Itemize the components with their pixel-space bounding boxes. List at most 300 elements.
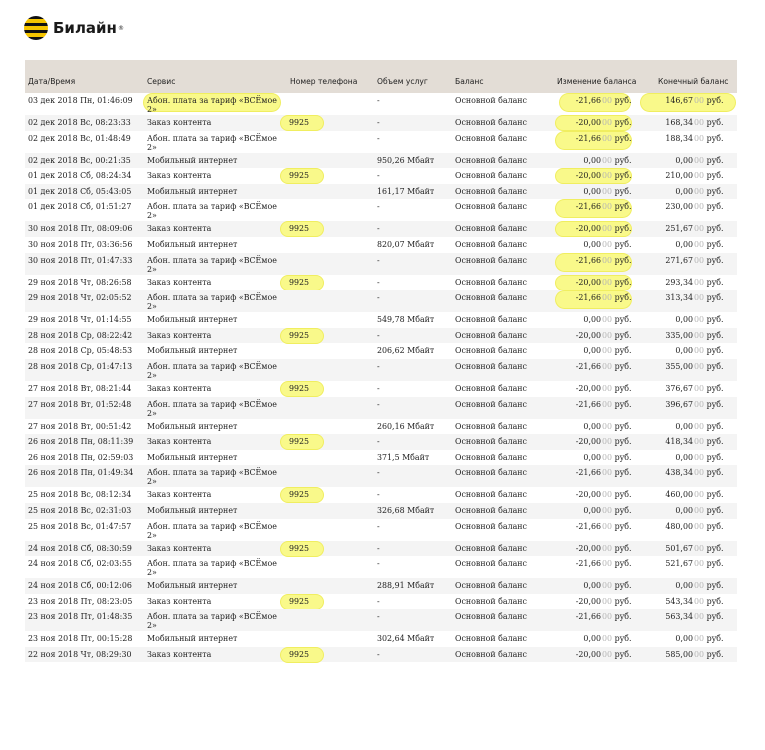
row-volume: - — [377, 96, 380, 105]
row-date: 26 ноя 2018 Пн, 01:49:34 — [28, 468, 134, 478]
table-row[interactable] — [25, 221, 737, 237]
currency-dim: 00 — [694, 96, 707, 105]
currency-label: руб. — [706, 186, 724, 196]
currency-label: руб. — [614, 559, 632, 569]
col-balance[interactable]: Баланс — [455, 77, 484, 86]
row-final-currency — [694, 315, 724, 324]
row-final: 563,34 — [665, 612, 693, 622]
currency-label: руб. — [614, 490, 632, 500]
row-final: 0,00 — [675, 505, 693, 515]
row-final-currency — [694, 134, 724, 143]
currency-label: руб. — [614, 437, 632, 447]
row-balance: Основной баланс — [455, 612, 527, 622]
row-balance: Основной баланс — [455, 437, 527, 447]
table-row[interactable] — [25, 93, 737, 115]
row-change: 0,00 — [583, 421, 601, 431]
row-service: Заказ контента — [147, 543, 212, 553]
table-row[interactable] — [25, 397, 737, 419]
currency-label: руб. — [706, 596, 724, 606]
table-row[interactable] — [25, 343, 737, 359]
currency-dim: 00 — [602, 171, 615, 181]
row-phone: 9925 — [289, 118, 310, 127]
currency-label: руб. — [706, 255, 724, 265]
row-volume: - — [377, 612, 380, 622]
col-final[interactable]: Конечный баланс — [658, 77, 729, 86]
row-final-currency — [694, 650, 724, 659]
row-date: 25 ноя 2018 Вс, 02:31:03 — [28, 505, 132, 515]
table-row[interactable] — [25, 153, 737, 169]
table-row[interactable] — [25, 312, 737, 328]
currency-label: руб. — [706, 399, 724, 409]
row-change: 0,00 — [583, 505, 601, 515]
row-volume: 549,78 Мбайт — [377, 315, 435, 325]
currency-label: руб. — [706, 96, 724, 105]
row-service: Мобильный интернет — [147, 186, 238, 196]
row-change: -21,66 — [575, 202, 601, 212]
brand-name: Билайн — [53, 19, 117, 37]
row-change-currency — [602, 522, 632, 531]
row-balance: Основной баланс — [455, 543, 527, 553]
row-volume: - — [377, 649, 380, 659]
row-service: Заказ контента — [147, 649, 212, 659]
currency-dim: 00 — [602, 421, 615, 431]
currency-dim: 00 — [602, 437, 615, 447]
row-change: -21,66 — [575, 612, 601, 622]
currency-dim: 00 — [694, 118, 707, 127]
row-balance: Основной баланс — [455, 186, 527, 196]
row-balance: Основной баланс — [455, 155, 527, 165]
row-final: 0,00 — [675, 155, 693, 165]
row-change: -20,00 — [575, 118, 601, 127]
row-change: -20,00 — [575, 543, 601, 553]
table-row[interactable] — [25, 519, 737, 541]
currency-dim: 00 — [602, 133, 615, 143]
table-row[interactable] — [25, 381, 737, 397]
row-final: 0,00 — [675, 634, 693, 644]
currency-dim: 00 — [602, 559, 615, 569]
row-change-currency — [602, 490, 632, 499]
row-final-currency — [694, 581, 724, 590]
currency-label: руб. — [706, 468, 724, 478]
currency-label: руб. — [614, 505, 632, 515]
table-row[interactable] — [25, 594, 737, 610]
row-change: -20,00 — [575, 330, 601, 340]
currency-label: руб. — [706, 239, 724, 249]
currency-label: руб. — [706, 315, 724, 325]
currency-dim: 00 — [602, 330, 615, 340]
row-date: 22 ноя 2018 Чт, 08:29:30 — [28, 649, 132, 659]
row-change-currency — [602, 134, 632, 143]
row-date: 23 ноя 2018 Пт, 08:23:05 — [28, 596, 133, 606]
row-service: Заказ контента — [147, 118, 212, 127]
row-volume: - — [377, 437, 380, 447]
row-balance: Основной баланс — [455, 521, 527, 531]
row-final: 396,67 — [665, 399, 693, 409]
row-balance: Основной баланс — [455, 559, 527, 569]
row-date: 24 ноя 2018 Сб, 08:30:59 — [28, 543, 132, 553]
row-phone: 9925 — [289, 490, 310, 500]
row-service: Заказ контента — [147, 383, 212, 393]
currency-dim: 00 — [694, 399, 707, 409]
row-service: Мобильный интернет — [147, 315, 238, 325]
row-change-currency — [602, 278, 632, 287]
table-row[interactable] — [25, 275, 737, 291]
row-final: 230,00 — [665, 202, 693, 212]
row-balance: Основной баланс — [455, 255, 527, 265]
row-service: Мобильный интернет — [147, 346, 238, 356]
currency-dim: 00 — [602, 255, 615, 265]
row-final-currency — [694, 346, 724, 355]
row-final-currency — [694, 597, 724, 606]
row-final-currency — [694, 522, 724, 531]
row-balance: Основной баланс — [455, 452, 527, 462]
row-balance: Основной баланс — [455, 383, 527, 393]
currency-label: руб. — [614, 649, 632, 659]
row-date: 26 ноя 2018 Пн, 02:59:03 — [28, 452, 134, 462]
currency-label: руб. — [706, 361, 724, 371]
row-volume: - — [377, 277, 380, 287]
currency-label: руб. — [614, 421, 632, 431]
row-final: 418,34 — [665, 437, 693, 447]
row-service: Мобильный интернет — [147, 155, 238, 165]
table-row[interactable] — [25, 450, 737, 466]
row-change-currency — [602, 384, 632, 393]
row-service: Абон. плата за тариф «ВСЁмое 2» — [147, 612, 277, 631]
row-volume: 260,16 Мбайт — [377, 421, 435, 431]
table-row[interactable] — [25, 434, 737, 450]
currency-label: руб. — [614, 202, 632, 212]
currency-label: руб. — [706, 490, 724, 500]
row-volume: - — [377, 224, 380, 234]
row-volume: - — [377, 559, 380, 569]
row-date: 23 ноя 2018 Пт, 00:15:28 — [28, 634, 133, 644]
row-service: Заказ контента — [147, 490, 212, 500]
row-change: -20,00 — [575, 490, 601, 500]
row-change: -21,66 — [575, 361, 601, 371]
currency-dim: 00 — [602, 277, 615, 287]
currency-label: руб. — [614, 255, 632, 265]
row-phone: 9925 — [289, 330, 310, 340]
col-phone[interactable]: Номер телефона — [290, 77, 358, 86]
currency-label: руб. — [614, 399, 632, 409]
row-change: 0,00 — [583, 239, 601, 249]
row-date: 30 ноя 2018 Пт, 01:47:33 — [28, 255, 133, 265]
row-change-currency — [602, 400, 632, 409]
row-service: Абон. плата за тариф «ВСЁмое 2» — [147, 559, 277, 578]
currency-dim: 00 — [694, 346, 707, 356]
row-service: Мобильный интернет — [147, 239, 238, 249]
row-volume: 950,26 Мбайт — [377, 155, 435, 165]
row-date: 03 дек 2018 Пн, 01:46:09 — [28, 96, 133, 105]
row-balance: Основной баланс — [455, 277, 527, 287]
row-service: Абон. плата за тариф «ВСЁмое 2» — [147, 521, 277, 540]
row-change: 0,00 — [583, 315, 601, 325]
table-row[interactable] — [25, 487, 737, 503]
row-service: Абон. плата за тариф «ВСЁмое 2» — [147, 468, 277, 487]
row-volume: - — [377, 543, 380, 553]
row-change: -20,00 — [575, 277, 601, 287]
currency-dim: 00 — [694, 202, 707, 212]
row-final: 543,34 — [665, 596, 693, 606]
row-balance: Основной баланс — [455, 202, 527, 212]
currency-dim: 00 — [602, 293, 615, 303]
row-final: 335,00 — [665, 330, 693, 340]
currency-label: руб. — [706, 452, 724, 462]
currency-dim: 00 — [694, 277, 707, 287]
row-final: 188,34 — [665, 133, 693, 143]
table-row[interactable] — [25, 631, 737, 647]
currency-label: руб. — [614, 155, 632, 165]
row-service: Мобильный интернет — [147, 452, 238, 462]
currency-label: руб. — [706, 612, 724, 622]
row-final: 0,00 — [675, 452, 693, 462]
currency-dim: 00 — [602, 383, 615, 393]
row-volume: - — [377, 399, 380, 409]
currency-dim: 00 — [694, 133, 707, 143]
table-row[interactable] — [25, 237, 737, 253]
table-body — [25, 93, 737, 662]
row-balance: Основной баланс — [455, 581, 527, 591]
row-final-currency — [694, 384, 724, 393]
row-final-currency — [694, 400, 724, 409]
row-service: Абон. плата за тариф «ВСЁмое 2» — [147, 255, 277, 274]
currency-dim: 00 — [602, 202, 615, 212]
table-row[interactable] — [25, 419, 737, 435]
table-row[interactable] — [25, 465, 737, 487]
currency-dim: 00 — [694, 490, 707, 500]
row-final-currency — [694, 612, 724, 621]
currency-dim: 00 — [694, 505, 707, 515]
row-date: 29 ноя 2018 Чт, 02:05:52 — [28, 293, 132, 303]
row-change: 0,00 — [583, 186, 601, 196]
row-service: Заказ контента — [147, 330, 212, 340]
currency-dim: 00 — [694, 224, 707, 234]
table-row[interactable] — [25, 115, 737, 131]
currency-label: руб. — [614, 543, 632, 553]
row-final: 521,67 — [665, 559, 693, 569]
row-service: Заказ контента — [147, 596, 212, 606]
row-change: 0,00 — [583, 452, 601, 462]
row-phone: 9925 — [289, 383, 310, 393]
row-date: 29 ноя 2018 Чт, 01:14:55 — [28, 315, 132, 325]
row-date: 30 ноя 2018 Пт, 03:36:56 — [28, 239, 133, 249]
row-final-currency — [694, 171, 724, 180]
currency-label: руб. — [706, 543, 724, 553]
row-change: -21,66 — [575, 559, 601, 569]
beeline-logo — [24, 14, 124, 42]
row-service: Абон. плата за тариф «ВСЁмое 2» — [147, 399, 277, 418]
currency-label: руб. — [706, 521, 724, 531]
row-volume: - — [377, 118, 380, 127]
table-header — [25, 60, 737, 93]
row-service: Заказ контента — [147, 437, 212, 447]
currency-label: руб. — [706, 634, 724, 644]
row-volume: 820,07 Мбайт — [377, 239, 435, 249]
row-volume: - — [377, 202, 380, 212]
row-change-currency — [602, 256, 632, 265]
row-final-currency — [694, 490, 724, 499]
row-final-currency — [694, 118, 724, 127]
row-volume: - — [377, 255, 380, 265]
row-date: 29 ноя 2018 Чт, 08:26:58 — [28, 277, 132, 287]
row-change-currency — [602, 240, 632, 249]
currency-dim: 00 — [602, 224, 615, 234]
row-change-currency — [602, 597, 632, 606]
row-final: 376,67 — [665, 383, 693, 393]
currency-label: руб. — [614, 581, 632, 591]
currency-label: руб. — [614, 133, 632, 143]
row-service: Мобильный интернет — [147, 505, 238, 515]
row-volume: 371,5 Мбайт — [377, 452, 430, 462]
row-final: 0,00 — [675, 581, 693, 591]
row-change: 0,00 — [583, 581, 601, 591]
row-change-currency — [602, 202, 632, 211]
row-change: -21,66 — [575, 521, 601, 531]
currency-dim: 00 — [602, 399, 615, 409]
currency-label: руб. — [614, 118, 632, 127]
row-volume: - — [377, 383, 380, 393]
row-change-currency — [602, 96, 632, 105]
table-row[interactable] — [25, 541, 737, 557]
currency-label: руб. — [706, 293, 724, 303]
currency-label: руб. — [706, 224, 724, 234]
row-volume: 288,91 Мбайт — [377, 581, 435, 591]
row-change-currency — [602, 315, 632, 324]
row-change-currency — [602, 293, 632, 302]
table-row[interactable] — [25, 199, 737, 221]
currency-label: руб. — [614, 361, 632, 371]
table-row[interactable] — [25, 609, 737, 631]
currency-label: руб. — [614, 315, 632, 325]
row-change-currency — [602, 650, 632, 659]
row-final: 271,67 — [665, 255, 693, 265]
currency-dim: 00 — [602, 346, 615, 356]
currency-dim: 00 — [602, 521, 615, 531]
table-row[interactable] — [25, 556, 737, 578]
row-change: 0,00 — [583, 634, 601, 644]
row-balance: Основной баланс — [455, 118, 527, 127]
table-row[interactable] — [25, 359, 737, 381]
row-phone: 9925 — [289, 171, 310, 181]
row-date: 30 ноя 2018 Пт, 08:09:06 — [28, 224, 133, 234]
row-balance: Основной баланс — [455, 293, 527, 303]
row-change-currency — [602, 612, 632, 621]
row-date: 01 дек 2018 Сб, 08:24:34 — [28, 171, 132, 181]
row-final-currency — [694, 224, 724, 233]
table-row[interactable] — [25, 578, 737, 594]
table-row[interactable] — [25, 168, 737, 184]
row-volume: - — [377, 133, 380, 143]
table-row[interactable] — [25, 503, 737, 519]
row-volume: 161,17 Мбайт — [377, 186, 435, 196]
row-final: 355,00 — [665, 361, 693, 371]
row-final: 0,00 — [675, 315, 693, 325]
row-final: 313,34 — [665, 293, 693, 303]
table-row[interactable] — [25, 131, 737, 153]
row-final-currency — [694, 362, 724, 371]
row-service: Заказ контента — [147, 224, 212, 234]
row-phone: 9925 — [289, 649, 310, 659]
row-final-currency — [694, 506, 724, 515]
row-date: 27 ноя 2018 Вт, 01:52:48 — [28, 399, 132, 409]
currency-dim: 00 — [602, 612, 615, 622]
currency-dim: 00 — [602, 634, 615, 644]
row-balance: Основной баланс — [455, 133, 527, 143]
table-row[interactable] — [25, 328, 737, 344]
row-change: 0,00 — [583, 346, 601, 356]
currency-label: руб. — [614, 521, 632, 531]
currency-dim: 00 — [602, 118, 615, 127]
row-date: 25 ноя 2018 Вс, 01:47:57 — [28, 521, 132, 531]
row-balance: Основной баланс — [455, 505, 527, 515]
row-change-currency — [602, 634, 632, 643]
row-change: -20,00 — [575, 171, 601, 181]
currency-dim: 00 — [694, 239, 707, 249]
row-final: 501,67 — [665, 543, 693, 553]
col-volume[interactable]: Объем услуг — [377, 77, 428, 86]
row-final-currency — [694, 559, 724, 568]
row-change: -21,66 — [575, 133, 601, 143]
row-phone: 9925 — [289, 543, 310, 553]
row-date: 02 дек 2018 Вс, 08:23:33 — [28, 118, 131, 127]
currency-label: руб. — [614, 186, 632, 196]
row-final-currency — [694, 331, 724, 340]
row-date: 01 дек 2018 Сб, 05:43:05 — [28, 186, 132, 196]
row-change-currency — [602, 171, 632, 180]
row-change-currency — [602, 156, 632, 165]
col-service[interactable]: Сервис — [147, 77, 176, 86]
row-balance: Основной баланс — [455, 361, 527, 371]
row-change-currency — [602, 468, 632, 477]
row-final-currency — [694, 240, 724, 249]
row-final: 460,00 — [665, 490, 693, 500]
row-final-currency — [694, 156, 724, 165]
row-change: -21,66 — [575, 468, 601, 478]
row-change-currency — [602, 422, 632, 431]
row-final: 585,00 — [665, 649, 693, 659]
table-row[interactable] — [25, 647, 737, 663]
col-date[interactable]: Дата/Время — [28, 77, 76, 86]
row-date: 23 ноя 2018 Пт, 01:48:35 — [28, 612, 133, 622]
row-volume: - — [377, 596, 380, 606]
currency-dim: 00 — [694, 293, 707, 303]
row-change: -21,66 — [575, 293, 601, 303]
table-row[interactable] — [25, 290, 737, 312]
currency-dim: 00 — [694, 155, 707, 165]
currency-dim: 00 — [694, 634, 707, 644]
table-row[interactable] — [25, 253, 737, 275]
currency-dim: 00 — [694, 437, 707, 447]
currency-dim: 00 — [602, 186, 615, 196]
row-balance: Основной баланс — [455, 96, 527, 105]
row-service: Абон. плата за тариф «ВСЁмое 2» — [147, 293, 277, 312]
row-change: 0,00 — [583, 155, 601, 165]
currency-dim: 00 — [694, 361, 707, 371]
row-final-currency — [694, 256, 724, 265]
row-change: -20,00 — [575, 224, 601, 234]
currency-label: руб. — [706, 330, 724, 340]
currency-label: руб. — [614, 239, 632, 249]
row-volume: 206,62 Мбайт — [377, 346, 435, 356]
col-change[interactable]: Изменение баланса — [557, 77, 637, 86]
table-row[interactable] — [25, 184, 737, 200]
row-balance: Основной баланс — [455, 490, 527, 500]
row-service: Мобильный интернет — [147, 421, 238, 431]
currency-label: руб. — [706, 171, 724, 181]
row-volume: 326,68 Мбайт — [377, 505, 435, 515]
row-volume: - — [377, 171, 380, 181]
row-change: -21,66 — [575, 399, 601, 409]
